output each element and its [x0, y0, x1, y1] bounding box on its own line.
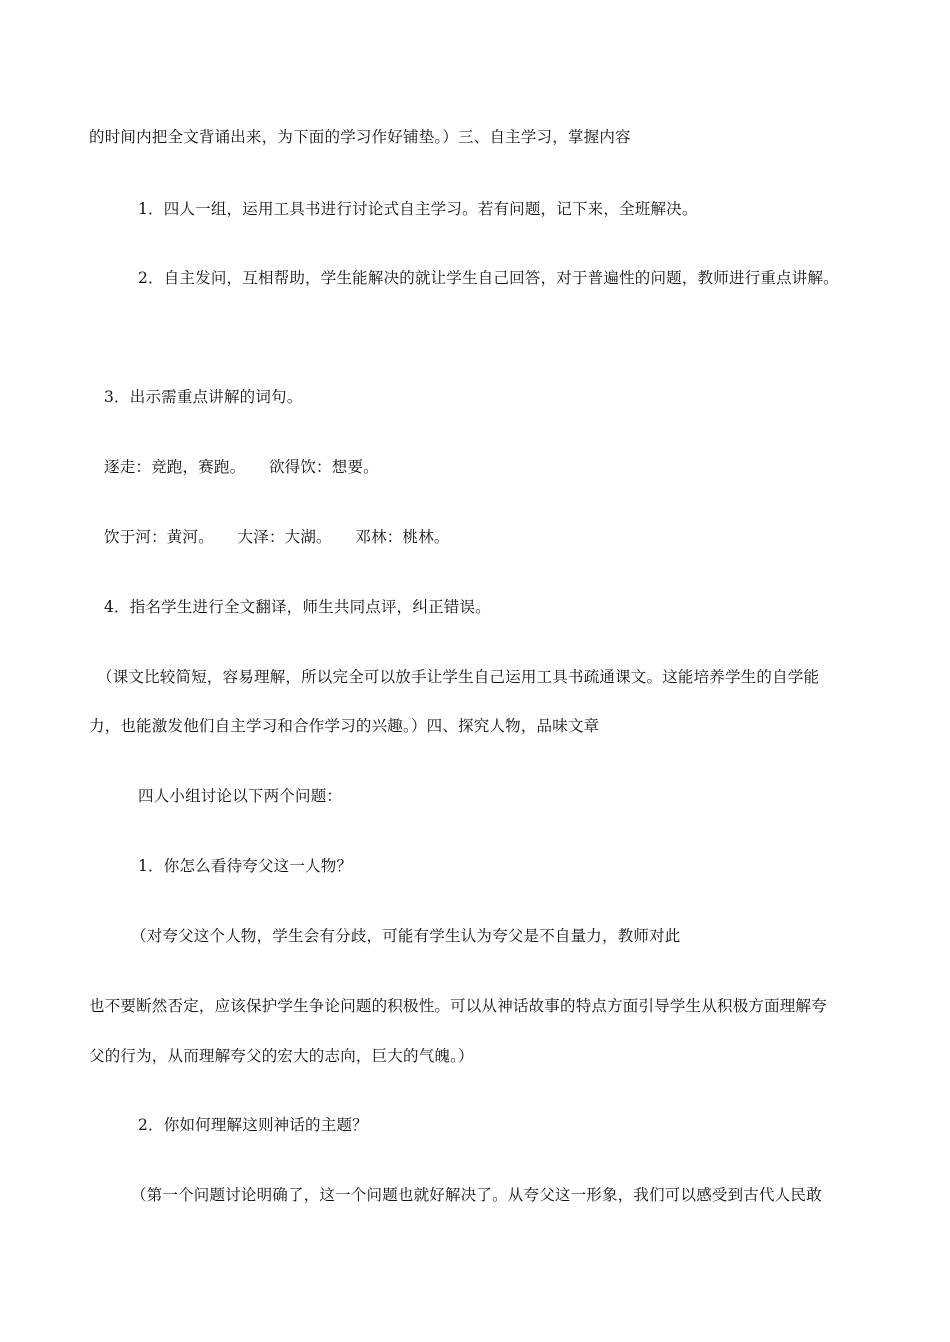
text-line-5: 逐走：竞跑，赛跑。 欲得饮：想要。: [104, 458, 379, 476]
text-line-16: （第一个问题讨论明确了，这一个问题也就好解决了。从夸父这一形象，我们可以感受到古代人民敢: [131, 1186, 822, 1204]
text-line-14: 父的行为，从而理解夸父的宏大的志向，巨大的气魄。）: [89, 1047, 474, 1065]
text-line-1: 的时间内把全文背诵出来，为下面的学习作好铺垫。）三、自主学习，掌握内容: [89, 128, 631, 146]
text-line-9: 力，也能激发他们自主学习和合作学习的兴趣。）四、探究人物，品味文章: [89, 717, 600, 735]
text-line-15: 2．你如何理解这则神话的主题？: [138, 1116, 368, 1134]
text-line-8: （课文比较简短，容易理解，所以完全可以放手让学生自己运用工具书疏通课文。这能培养学生的自学能: [97, 668, 820, 686]
text-line-11: 1．你怎么看待夸父这一人物？: [138, 857, 353, 875]
text-line-13: 也不要断然否定，应该保护学生争论问题的积极性。可以从神话故事的特点方面引导学生从积极方面理解夸: [89, 997, 827, 1015]
text-line-4: 3．出示需重点讲解的词句。: [104, 388, 303, 406]
text-line-10: 四人小组讨论以下两个问题：: [138, 787, 343, 805]
text-line-7: 4．指名学生进行全文翻译，师生共同点评，纠正错误。: [104, 598, 491, 616]
text-line-6: 饮于河：黄河。 大泽：大湖。 邓林：桃林。: [104, 528, 450, 546]
text-line-3: 2．自主发问，互相帮助，学生能解决的就让学生自己回答，对于普遍性的问题，教师进行重点讲解。: [138, 269, 839, 287]
text-line-2: 1．四人一组，运用工具书进行讨论式自主学习。若有问题，记下来，全班解决。: [138, 200, 698, 218]
text-line-12: （对夸父这个人物，学生会有分歧，可能有学生认为夸父是不自量力，教师对此: [131, 927, 681, 945]
